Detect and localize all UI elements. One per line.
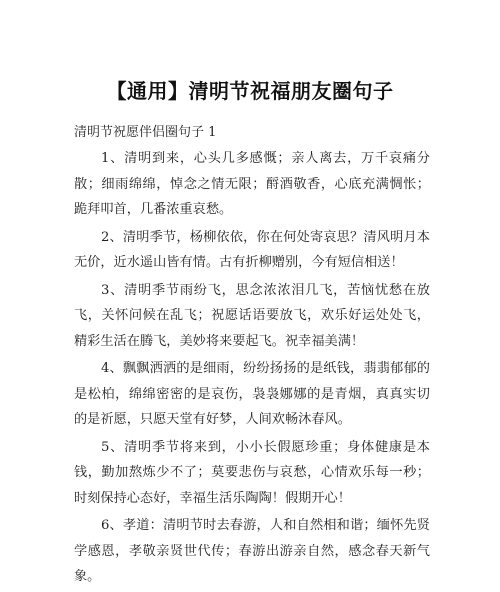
paragraph: 1、清明到来，心头几多感慨；亲人离去，万千哀痛分散；细雨绵绵，悼念之情无限；酹酒敬香，心底充满惆怅；跪拜叩首，几番浓重哀愁。 xyxy=(74,151,430,217)
paragraph: 4、飘飘洒洒的是细雨，纷纷扬扬的是纸钱，翡翡郁郁的是松柏，绵绵密密的是哀伤，袅袅娜娜的是青烟，真真实切的是祈愿，只愿天堂有好梦，人间欢畅沐春风。 xyxy=(74,361,430,427)
document-title: 【通用】清明节祝福朋友圈句子 xyxy=(106,79,394,103)
paragraph: 3、清明季节雨纷飞，思念浓浓泪几飞，苦恼忧愁在放飞，关怀问候在乱飞；祝愿话语要放飞，欢乐好运处处飞，精彩生活在腾飞，美妙将来要起飞。祝幸福美满！ xyxy=(74,282,430,349)
document-subtitle: 清明节祝愿伴侣圈句子 1 xyxy=(74,125,217,140)
paragraph: 2、清明季节，杨柳依依，你在何处寄哀思？清风明月本无价，近水遥山皆有情。古有折柳赠别，今有短信相送！ xyxy=(74,229,430,270)
paragraph: 5、清明季节将来到，小小长假愿珍重；身体健康是本钱，勤加熬炼少不了；莫要悲伤与哀愁，心情欢乐每一秒；时刻保持心态好，幸福生活乐陶陶！假期开心！ xyxy=(74,439,430,506)
paragraph-list xyxy=(74,146,430,592)
paragraph: 6、孝道：清明节时去春游，人和自然相和谐；缅怀先贤学感恩，孝敬亲贤世代传；春游出游亲自然，感念春天新气象。 xyxy=(74,518,430,584)
